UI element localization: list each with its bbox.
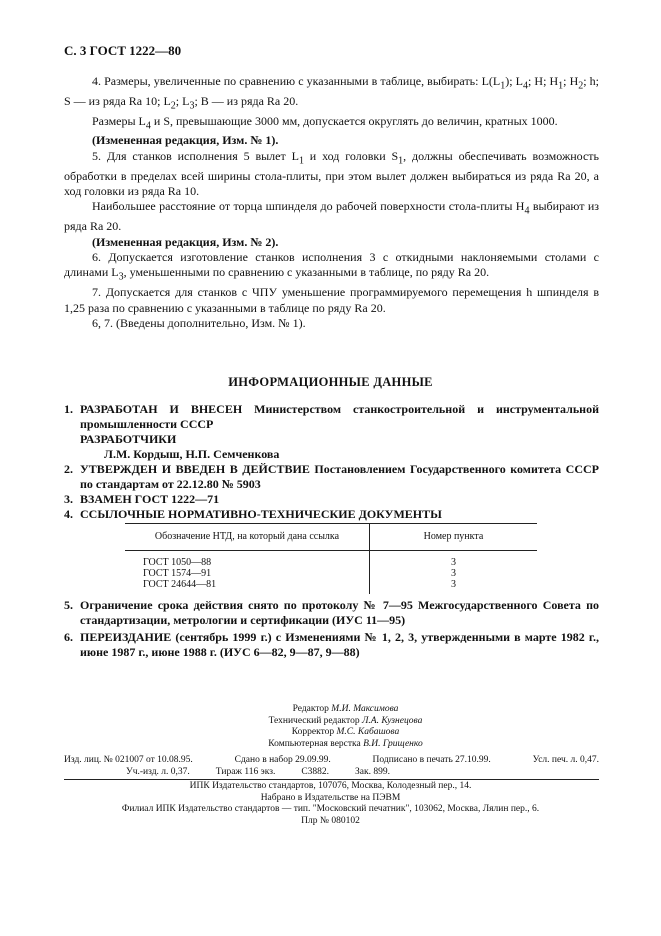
sub: 1 [298, 155, 304, 167]
table-cell-item: 3 [451, 579, 456, 590]
developers-names: Л.М. Кордыш, Н.П. Семченкова [104, 447, 280, 461]
info-list-continued [64, 598, 599, 662]
para-5 [64, 149, 599, 200]
para-6 [64, 250, 599, 285]
order-number: Зак. 899. [355, 767, 391, 777]
table-cell-doc: ГОСТ 24644—81 [125, 579, 370, 594]
sub: 3 [118, 271, 124, 283]
para-5-text-e: выбирают из ряда Ra 20. [64, 199, 600, 234]
para-4-text-i: и S, превышающие 3000 мм, допускается округлять до величин, кратных 1000. [150, 113, 558, 128]
info-item-text: ПЕРЕИЗДАНИЕ (сентябрь 1999 г.) с Изменениями № 1, 2, 3, утвержденными в марте 1982 г., июне 1987 г., июне 1988 г. (ИУС 6—82, 9—87, 9—88) [80, 630, 599, 659]
para-5-text-a: 5. Для станков исполнения 5 вылет L [92, 148, 299, 163]
credit-label: Корректор [291, 727, 335, 738]
table-cell-doc: ГОСТ 1574—91 [125, 568, 370, 579]
credit-layout [0, 739, 661, 751]
credit-tech-editor [0, 716, 661, 728]
para-4-text-f: ; L [175, 93, 190, 108]
para-4-text-h: Размеры L [92, 113, 146, 128]
credit-label: Редактор [292, 704, 329, 714]
para-6-text-a: 6. Допускается изготовление станков исполнения 3 с откидными наклоняемыми столами с длинами L [64, 250, 599, 280]
sub: 1 [558, 80, 564, 92]
sub: 4 [522, 80, 528, 92]
para-4-text-a: 4. Размеры, увеличенные по сравнению с указанными в таблице, выбирать: L(L [92, 74, 501, 88]
para-6-text-b: , уменьшенными по сравнению с указанными в таблице, по ряду Ra 20. [123, 265, 490, 280]
credit-editor [0, 704, 661, 716]
info-item-text: ССЫЛОЧНЫЕ НОРМАТИВНО-ТЕХНИЧЕСКИЕ ДОКУМЕНТЫ [80, 507, 442, 521]
table-row [125, 568, 537, 579]
para-4-sizes [64, 114, 599, 134]
para-5-text-b: и ход головки S [303, 148, 399, 163]
credit-person: М.И. Максимова [331, 704, 399, 714]
info-item-5 [64, 598, 599, 628]
info-item-number: 5. [64, 598, 73, 612]
info-item-text: ВЗАМЕН ГОСТ 1222—71 [80, 492, 220, 506]
para-5-text-c: , должны обеспечивать возможность обработки в пределах всей ширины стола-плиты, при этом вылет должен выбираться из ряда Ra 20, а ход головки из ряда Ra 10. [64, 148, 599, 198]
sub: 2 [578, 80, 584, 92]
para-4 [64, 74, 599, 114]
divider [64, 779, 599, 780]
address-line: Плр № 080102 [301, 815, 360, 826]
sub: 4 [524, 205, 530, 217]
info-item-6 [64, 630, 599, 660]
para-4-text-c: ; H; H [527, 74, 559, 88]
table-cell-item: 3 [451, 557, 456, 568]
credit-person: Л.А. Кузнецова [361, 715, 423, 726]
edit-note-2: (Измененная редакция, Изм. № 2). [92, 234, 279, 249]
para-5-text-d: Наибольшее расстояние от торца шпинделя до рабочей поверхности стола-плиты H [92, 199, 525, 214]
sub: 1 [500, 80, 506, 92]
table-cell-item: 3 [451, 568, 456, 579]
credit-corrector [0, 727, 661, 739]
print-run: Тираж 116 экз. [215, 767, 276, 777]
credit-person: В.И. Грищенко [363, 738, 423, 749]
info-item-4 [64, 507, 599, 522]
info-item-text: УТВЕРЖДЕН И ВВЕДЕН В ДЕЙСТВИЕ Постановлением Государственного комитета СССР по стандартам от 22.12.80 № 5903 [80, 462, 599, 491]
info-item-number: 1. [64, 402, 73, 416]
credit-label: Компьютерная верстка [268, 738, 361, 749]
publication-details [64, 754, 599, 778]
publisher-address [0, 781, 661, 827]
table-row [125, 579, 537, 594]
publication-row-1 [64, 754, 599, 766]
info-list [64, 402, 599, 522]
reference-table [125, 523, 537, 594]
sub: 4 [145, 119, 151, 131]
publisher-sheets: Уч.-изд. л. 0,37. [126, 767, 190, 777]
para-4-text-e: ; h; S — из ряда Ra 10; L [64, 74, 600, 108]
para-4-text-b: ); L [505, 74, 523, 88]
info-item-2 [64, 462, 599, 492]
info-item-1 [64, 402, 599, 432]
signed-date: Подписано в печать 27.10.99. [372, 755, 491, 765]
credits [0, 704, 661, 750]
developers-label: РАЗРАБОТЧИКИ [80, 432, 177, 446]
body-text [64, 74, 599, 331]
info-item-text: Ограничение срока действия снято по протоколу № 7—95 Межгосударственного Совета по стандартизации, метрологии и сертификации (ИУС 11—95) [80, 598, 599, 627]
info-item-number: 2. [64, 462, 73, 476]
para-6-7-note: 6, 7. (Введены дополнительно, Изм. № 1). [92, 316, 306, 331]
publication-row-2 [64, 766, 599, 778]
credit-label: Технический редактор [268, 715, 360, 726]
info-item-number: 4. [64, 507, 73, 521]
page-header: С. 3 ГОСТ 1222—80 [64, 43, 182, 58]
license: Изд. лиц. № 021007 от 10.08.95. [64, 755, 193, 765]
catalog-code: С3882. [301, 767, 330, 777]
set-date: Сдано в набор 29.09.99. [234, 755, 331, 765]
address-line: Набрано в Издательстве на ПЭВМ [260, 792, 401, 803]
para-7: 7. Допускается для станков с ЧПУ уменьшение программируемого перемещения h шпинделя в 1,25 раза по сравнению с указанными в таблице по ряду Ra 20. [64, 285, 599, 315]
table-header-item: Номер пункта [370, 524, 538, 551]
sub: 3 [189, 100, 195, 112]
para-5-distance [64, 199, 599, 234]
table-header-doc: Обозначение НТД, на который дана ссылка [125, 524, 370, 551]
info-item-number: 6. [64, 630, 73, 644]
address-line: Филиал ИПК Издательство стандартов — тип. "Московский печатник", 103062, Москва, Лялин пер., 6. [121, 804, 540, 815]
sub: 2 [170, 100, 176, 112]
info-item-3 [64, 492, 599, 507]
para-4-text-g: ; B — из ряда Ra 20. [194, 93, 299, 108]
table-row [125, 551, 537, 569]
info-item-text: РАЗРАБОТАН И ВНЕСЕН Министерством станкостроительной и инструментальной промышленности СССР [80, 402, 599, 431]
para-4-text-d: ; H [563, 74, 579, 88]
printed-sheets: Усл. печ. л. 0,47. [532, 755, 599, 765]
credit-person: М.С. Кабашова [336, 727, 400, 738]
info-title: ИНФОРМАЦИОННЫЕ ДАННЫЕ [228, 375, 433, 389]
edit-note-1: (Измененная редакция, Изм. № 1). [92, 133, 279, 148]
table-cell-doc: ГОСТ 1050—88 [125, 551, 370, 569]
info-item-number: 3. [64, 492, 73, 506]
sub: 1 [398, 155, 404, 167]
address-line: ИПК Издательство стандартов, 107076, Москва, Колодезный пер., 14. [189, 781, 472, 791]
